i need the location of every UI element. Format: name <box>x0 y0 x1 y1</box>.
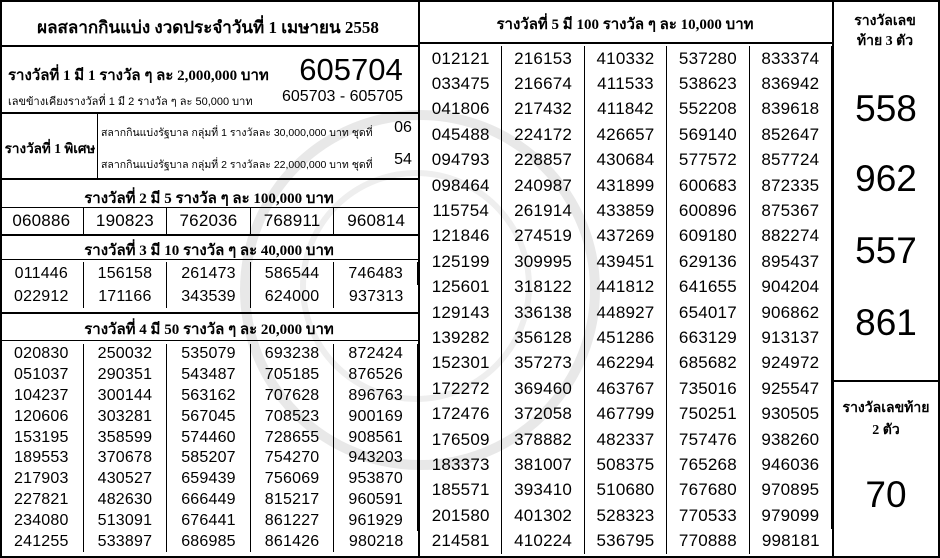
prize5-number: 356128 <box>502 325 584 350</box>
prize4-number: 567045 <box>167 406 251 427</box>
prize5-number: 629136 <box>667 249 749 274</box>
prize5-number: 240987 <box>502 173 584 198</box>
prize5-number: 538623 <box>667 71 749 96</box>
prize2-label: รางวัลที่ 2 มี 5 รางวัล ๆ ละ 100,000 บาท <box>84 191 334 207</box>
prize4-number: 533897 <box>84 531 168 552</box>
prize5-number: 467799 <box>585 402 667 427</box>
divider <box>0 259 418 260</box>
prize3-number: 011446 <box>0 262 84 285</box>
prize5-number: 767680 <box>667 478 749 503</box>
divider <box>0 112 418 114</box>
prize4-number: 900169 <box>334 406 418 427</box>
prize4-number: 513091 <box>84 510 168 531</box>
prize5-number: 906862 <box>750 300 832 325</box>
prize5-number: 836942 <box>750 71 832 96</box>
prize3-number: 343539 <box>167 285 251 308</box>
prize5-number: 098464 <box>420 173 502 198</box>
prize3-number: 261473 <box>167 262 251 285</box>
prize4-number: 250032 <box>84 344 168 365</box>
prize4-number: 980218 <box>348 532 404 550</box>
prize2-number: 960814 <box>347 211 406 230</box>
prize4-number: 872424 <box>334 344 418 365</box>
prize5-number: 463767 <box>585 376 667 401</box>
prize4-number: 120606 <box>0 406 84 427</box>
prize5-number: 012121 <box>420 46 502 71</box>
prize4-number: 290351 <box>84 365 168 386</box>
prize5-number: 930505 <box>750 402 832 427</box>
prize4-number: 666449 <box>167 490 251 511</box>
prize4-number: 020830 <box>0 344 84 365</box>
prize5-numbers <box>420 46 832 554</box>
prize5-number: 904204 <box>750 275 832 300</box>
prize5-number: 115754 <box>420 198 502 223</box>
prize5-number: 033475 <box>420 71 502 96</box>
prize5-number: 094793 <box>420 148 502 173</box>
prize5-number: 172476 <box>420 402 502 427</box>
special-set-1: 06 <box>394 119 412 136</box>
prize5-number: 426657 <box>585 122 667 147</box>
prize5-number: 372058 <box>502 402 584 427</box>
prize4-number: 861227 <box>251 510 335 531</box>
prize5-number: 600896 <box>667 198 749 223</box>
prize3-number: 746483 <box>334 262 418 285</box>
prize4-number: 241255 <box>0 531 84 552</box>
last3-label: รางวัลเลขท้าย 3 ตัว <box>854 14 916 49</box>
prize4-number: 953870 <box>334 469 418 490</box>
prize3-label: รางวัลที่ 3 มี 10 รางวัล ๆ ละ 40,000 บาท <box>84 243 334 259</box>
special-line-2: สลากกินแบ่งรัฐบาล กลุ่มที่ 2 รางวัลละ 22,000,000 บาท ชุดที่ <box>101 159 373 171</box>
prize4-number: 815217 <box>251 490 335 511</box>
prize5-number: 537280 <box>667 46 749 71</box>
prize5-number: 641655 <box>667 275 749 300</box>
prize4-number: 708523 <box>251 406 335 427</box>
prize5-number: 770533 <box>667 503 749 528</box>
prize5-number: 401302 <box>502 503 584 528</box>
prize5-number: 381007 <box>502 452 584 477</box>
prize4-number: 705185 <box>251 365 335 386</box>
special-set-2: 54 <box>394 151 412 168</box>
prize5-number: 201580 <box>420 503 502 528</box>
prize3-numbers <box>0 262 418 308</box>
prize4-number: 217903 <box>0 469 84 490</box>
prize5-number: 129143 <box>420 300 502 325</box>
prize1-number: 605704 <box>299 52 403 87</box>
prize5-number: 882274 <box>750 224 832 249</box>
prize4-number: 189553 <box>0 448 84 469</box>
prize5-number: 216674 <box>502 71 584 96</box>
prize5-number: 839618 <box>750 97 832 122</box>
divider <box>0 178 418 180</box>
adjacent-label: เลขข้างเคียงรางวัลที่ 1 มี 2 รางวัล ๆ ละ 50,000 บาท <box>8 96 253 108</box>
prize5-number: 125199 <box>420 249 502 274</box>
prize5-label: รางวัลที่ 5 มี 100 รางวัล ๆ ละ 10,000 บาท <box>496 17 754 33</box>
prize4-number: 482630 <box>84 490 168 511</box>
prize5-number: 185571 <box>420 478 502 503</box>
prize5-number: 393410 <box>502 478 584 503</box>
prize5-number: 833374 <box>750 46 832 71</box>
prize5-number: 410224 <box>502 529 584 554</box>
last3-number: 962 <box>855 158 917 199</box>
page-title: ผลสลากกินแบ่ง งวดประจำวันที่ 1 เมษายน 2558 <box>37 18 379 37</box>
prize5-number: 536795 <box>585 529 667 554</box>
last3-number: 861 <box>855 302 917 343</box>
prize5-number: 448927 <box>585 300 667 325</box>
prize5-number: 152301 <box>420 351 502 376</box>
prize5-number: 510680 <box>585 478 667 503</box>
prize5-number: 261914 <box>502 198 584 223</box>
prize5-number: 462294 <box>585 351 667 376</box>
prize4-number: 234080 <box>0 510 84 531</box>
prize5-number: 216153 <box>502 46 584 71</box>
prize5-number: 439451 <box>585 249 667 274</box>
prize5-number: 852647 <box>750 122 832 147</box>
last2-number: 70 <box>865 474 907 515</box>
prize5-number: 938260 <box>750 427 832 452</box>
prize5-number: 183373 <box>420 452 502 477</box>
prize5-number: 872335 <box>750 173 832 198</box>
divider <box>0 234 418 236</box>
divider <box>834 380 938 382</box>
prize5-number: 125601 <box>420 275 502 300</box>
prize4-number: 585207 <box>167 448 251 469</box>
special-line-1: สลากกินแบ่งรัฐบาล กลุ่มที่ 1 รางวัลละ 30,000,000 บาท ชุดที่ <box>101 127 373 139</box>
prize5-number: 609180 <box>667 224 749 249</box>
prize4-number: 707628 <box>251 386 335 407</box>
prize5-number: 577572 <box>667 148 749 173</box>
prize5-number: 857724 <box>750 148 832 173</box>
prize5-number: 979099 <box>750 503 832 528</box>
prize2-numbers <box>0 208 418 234</box>
prize3-number: 624000 <box>251 285 335 308</box>
prize5-number: 750251 <box>667 402 749 427</box>
prize5-number: 228857 <box>502 148 584 173</box>
prize5-number: 318122 <box>502 275 584 300</box>
prize3-number: 586544 <box>251 262 335 285</box>
prize1-label: รางวัลที่ 1 มี 1 รางวัล ๆ ละ 2,000,000 บาท <box>8 68 269 84</box>
prize4-number: 728655 <box>251 427 335 448</box>
prize4-number: 543487 <box>167 365 251 386</box>
prize4-number: 943203 <box>334 448 418 469</box>
prize5-number: 757476 <box>667 427 749 452</box>
prize5-number: 309995 <box>502 249 584 274</box>
divider <box>0 312 418 314</box>
prize4-number: 861426 <box>251 531 335 552</box>
prize4-number: 303281 <box>84 406 168 427</box>
prize4-number: 153195 <box>0 427 84 448</box>
prize4-number: 300144 <box>84 386 168 407</box>
prize4-number: 686985 <box>167 531 251 552</box>
prize2-number: 768911 <box>251 208 335 234</box>
prize4-numbers <box>0 344 418 552</box>
prize4-number: 960591 <box>334 490 418 511</box>
prize5-number: 410332 <box>585 46 667 71</box>
adjacent-numbers: 605703 - 605705 <box>282 88 403 105</box>
prize4-number: 693238 <box>251 344 335 365</box>
prize5-number: 437269 <box>585 224 667 249</box>
prize4-number: 574460 <box>167 427 251 448</box>
prize5-number: 411842 <box>585 97 667 122</box>
prize2-number: 762036 <box>167 208 251 234</box>
prize5-number: 411533 <box>585 71 667 96</box>
prize5-number: 663129 <box>667 325 749 350</box>
special-prize-label: รางวัลที่ 1 พิเศษ <box>4 141 96 156</box>
divider <box>420 42 832 44</box>
last3-number: 557 <box>855 230 917 271</box>
prize5-number: 770888 <box>667 529 749 554</box>
prize5-number: 274519 <box>502 224 584 249</box>
prize5-number: 735016 <box>667 376 749 401</box>
divider <box>97 114 98 178</box>
last2-label: รางวัลเลขท้าย 2 ตัว <box>842 401 930 438</box>
prize5-number: 925547 <box>750 376 832 401</box>
prize4-number: 430527 <box>84 469 168 490</box>
prize5-number: 895437 <box>750 249 832 274</box>
prize5-number: 224172 <box>502 122 584 147</box>
prize4-number: 535079 <box>167 344 251 365</box>
prize5-number: 451286 <box>585 325 667 350</box>
prize5-number: 433859 <box>585 198 667 223</box>
prize5-number: 528323 <box>585 503 667 528</box>
prize4-number: 756069 <box>251 469 335 490</box>
prize5-number: 041806 <box>420 97 502 122</box>
prize4-number: 104237 <box>0 386 84 407</box>
prize5-number: 875367 <box>750 198 832 223</box>
prize5-number: 765268 <box>667 452 749 477</box>
prize3-number: 156158 <box>84 262 168 285</box>
divider <box>0 340 418 341</box>
prize5-number: 508375 <box>585 452 667 477</box>
prize5-number: 045488 <box>420 122 502 147</box>
prize5-number: 654017 <box>667 300 749 325</box>
prize5-number: 482337 <box>585 427 667 452</box>
prize5-number: 139282 <box>420 325 502 350</box>
prize5-number: 431899 <box>585 173 667 198</box>
prize5-number: 552208 <box>667 97 749 122</box>
prize5-number: 441812 <box>585 275 667 300</box>
prize5-number: 357273 <box>502 351 584 376</box>
prize5-number: 430684 <box>585 148 667 173</box>
prize4-number: 358599 <box>84 427 168 448</box>
prize3-number: 937313 <box>348 287 404 305</box>
prize4-number: 961929 <box>334 510 418 531</box>
prize4-number: 659439 <box>167 469 251 490</box>
prize4-label: รางวัลที่ 4 มี 50 รางวัล ๆ ละ 20,000 บาท <box>84 322 334 338</box>
prize5-number: 924972 <box>750 351 832 376</box>
prize4-number: 676441 <box>167 510 251 531</box>
prize5-number: 913137 <box>750 325 832 350</box>
prize4-number: 908561 <box>334 427 418 448</box>
prize5-number: 336138 <box>502 300 584 325</box>
prize5-number: 378882 <box>502 427 584 452</box>
divider <box>0 45 418 47</box>
prize5-number: 214581 <box>420 529 502 554</box>
prize4-number: 896763 <box>334 386 418 407</box>
prize5-number: 569140 <box>667 122 749 147</box>
prize2-number: 190823 <box>84 208 168 234</box>
prize5-number: 121846 <box>420 224 502 249</box>
prize5-number: 685682 <box>667 351 749 376</box>
prize3-number: 171166 <box>84 285 168 308</box>
prize3-number: 022912 <box>0 285 84 308</box>
prize5-number: 946036 <box>750 452 832 477</box>
prize5-number: 998181 <box>761 531 820 551</box>
prize4-number: 754270 <box>251 448 335 469</box>
prize5-number: 217432 <box>502 97 584 122</box>
prize5-number: 970895 <box>750 478 832 503</box>
prize5-number: 600683 <box>667 173 749 198</box>
prize4-number: 227821 <box>0 490 84 511</box>
last3-number: 558 <box>855 88 917 129</box>
prize4-number: 370678 <box>84 448 168 469</box>
prize2-number: 060886 <box>0 208 84 234</box>
prize4-number: 051037 <box>0 365 84 386</box>
prize5-number: 176509 <box>420 427 502 452</box>
prize5-number: 369460 <box>502 376 584 401</box>
prize4-number: 563162 <box>167 386 251 407</box>
prize5-number: 172272 <box>420 376 502 401</box>
prize4-number: 876526 <box>334 365 418 386</box>
